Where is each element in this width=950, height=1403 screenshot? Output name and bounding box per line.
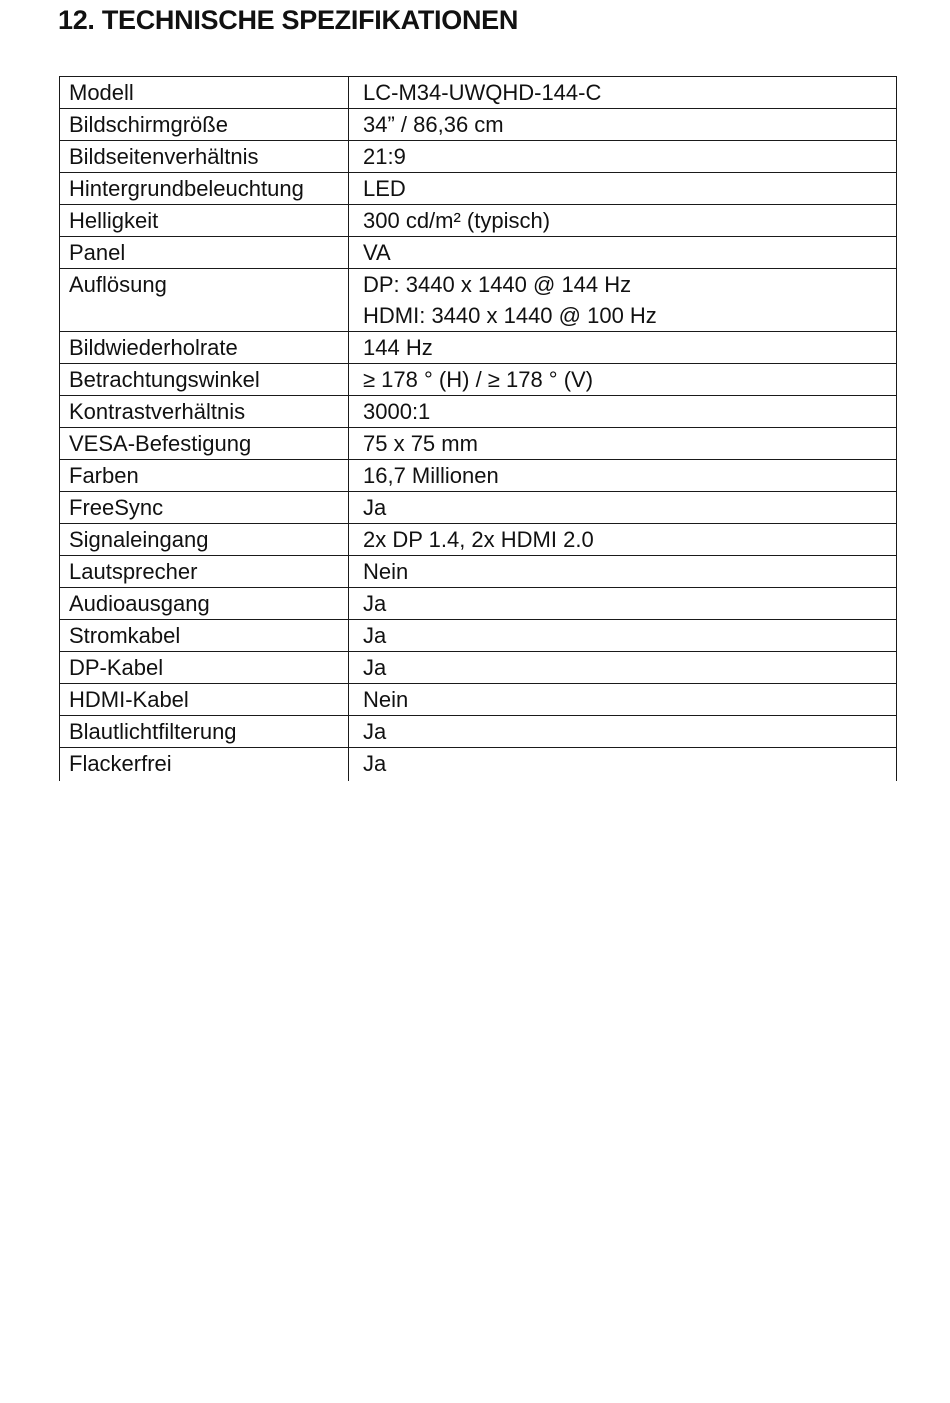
spec-row <box>60 428 897 460</box>
section-heading: 12. TECHNISCHE SPEZIFIKATIONEN <box>58 5 519 35</box>
spec-value <box>349 396 897 428</box>
spec-label: Betrachtungswinkel <box>60 364 349 396</box>
spec-label: Blautlichtfilterung <box>60 716 349 748</box>
spec-value-line: 16,7 Millionen <box>363 463 499 488</box>
spec-label: DP-Kabel <box>60 652 349 684</box>
spec-label: Flackerfrei <box>60 748 349 782</box>
spec-label: Auflösung <box>60 269 349 332</box>
spec-value <box>349 748 897 782</box>
spec-value <box>349 141 897 173</box>
spec-value-line: 300 cd/m² (typisch) <box>363 208 551 233</box>
spec-value-line: 3000:1 <box>363 399 431 424</box>
spec-row <box>60 748 897 782</box>
spec-label: Bildschirmgröße <box>60 109 349 141</box>
spec-row <box>60 77 897 109</box>
spec-row <box>60 237 897 269</box>
spec-label: Farben <box>60 460 349 492</box>
spec-row <box>60 460 897 492</box>
spec-value-line: Ja <box>363 655 387 680</box>
spec-value-line: 75 x 75 mm <box>363 431 478 456</box>
spec-label: Hintergrundbeleuchtung <box>60 173 349 205</box>
spec-value <box>349 492 897 524</box>
spec-row <box>60 269 897 332</box>
spec-label: Panel <box>60 237 349 269</box>
spec-row <box>60 588 897 620</box>
spec-value <box>349 556 897 588</box>
spec-row <box>60 556 897 588</box>
spec-value <box>349 428 897 460</box>
spec-value <box>349 716 897 748</box>
spec-value-line: 144 Hz <box>363 335 433 360</box>
spec-value-line: 21:9 <box>363 144 406 169</box>
spec-label: VESA-Befestigung <box>60 428 349 460</box>
spec-value <box>349 173 897 205</box>
spec-row <box>60 620 897 652</box>
spec-label: Signaleingang <box>60 524 349 556</box>
spec-row <box>60 396 897 428</box>
spec-value-line: Ja <box>363 591 387 616</box>
spec-value <box>349 588 897 620</box>
spec-value-line: Ja <box>363 719 387 744</box>
spec-value-line: 2x DP 1.4, 2x HDMI 2.0 <box>363 527 594 552</box>
spec-value <box>349 77 897 109</box>
spec-table <box>59 76 897 781</box>
spec-value-line: LED <box>363 176 406 201</box>
spec-value-line: Ja <box>363 751 387 776</box>
spec-value <box>349 269 897 332</box>
spec-row <box>60 684 897 716</box>
spec-row <box>60 173 897 205</box>
spec-value-line: LC-M34-UWQHD-144-C <box>363 80 602 105</box>
spec-label: Bildseitenverhältnis <box>60 141 349 173</box>
spec-label: Lautsprecher <box>60 556 349 588</box>
spec-row <box>60 109 897 141</box>
spec-label: Helligkeit <box>60 205 349 237</box>
spec-value-line: ≥ 178 ° (H) / ≥ 178 ° (V) <box>363 367 594 392</box>
spec-table-body <box>60 77 897 782</box>
spec-value <box>349 684 897 716</box>
spec-value-line: Nein <box>363 687 409 712</box>
spec-row <box>60 141 897 173</box>
spec-label: FreeSync <box>60 492 349 524</box>
spec-value <box>349 332 897 364</box>
spec-label: Bildwiederholrate <box>60 332 349 364</box>
spec-row <box>60 364 897 396</box>
spec-value <box>349 205 897 237</box>
spec-value-line: VA <box>363 240 391 265</box>
spec-value <box>349 460 897 492</box>
spec-value-line: Nein <box>363 559 409 584</box>
spec-row <box>60 492 897 524</box>
spec-value <box>349 620 897 652</box>
spec-label: HDMI-Kabel <box>60 684 349 716</box>
spec-value <box>349 237 897 269</box>
spec-row <box>60 716 897 748</box>
spec-value-line: Ja <box>363 495 387 520</box>
spec-label: Kontrastverhältnis <box>60 396 349 428</box>
spec-row <box>60 332 897 364</box>
spec-value-line: HDMI: 3440 x 1440 @ 100 Hz <box>363 303 657 328</box>
spec-label: Audioausgang <box>60 588 349 620</box>
spec-value-line: DP: 3440 x 1440 @ 144 Hz <box>363 272 632 297</box>
spec-row <box>60 652 897 684</box>
spec-value-line: Ja <box>363 623 387 648</box>
spec-label: Stromkabel <box>60 620 349 652</box>
spec-value <box>349 364 897 396</box>
spec-label: Modell <box>60 77 349 109</box>
spec-row <box>60 205 897 237</box>
spec-value <box>349 109 897 141</box>
spec-value <box>349 524 897 556</box>
spec-value-line: 34” / 86,36 cm <box>363 112 504 137</box>
spec-value <box>349 652 897 684</box>
spec-row <box>60 524 897 556</box>
